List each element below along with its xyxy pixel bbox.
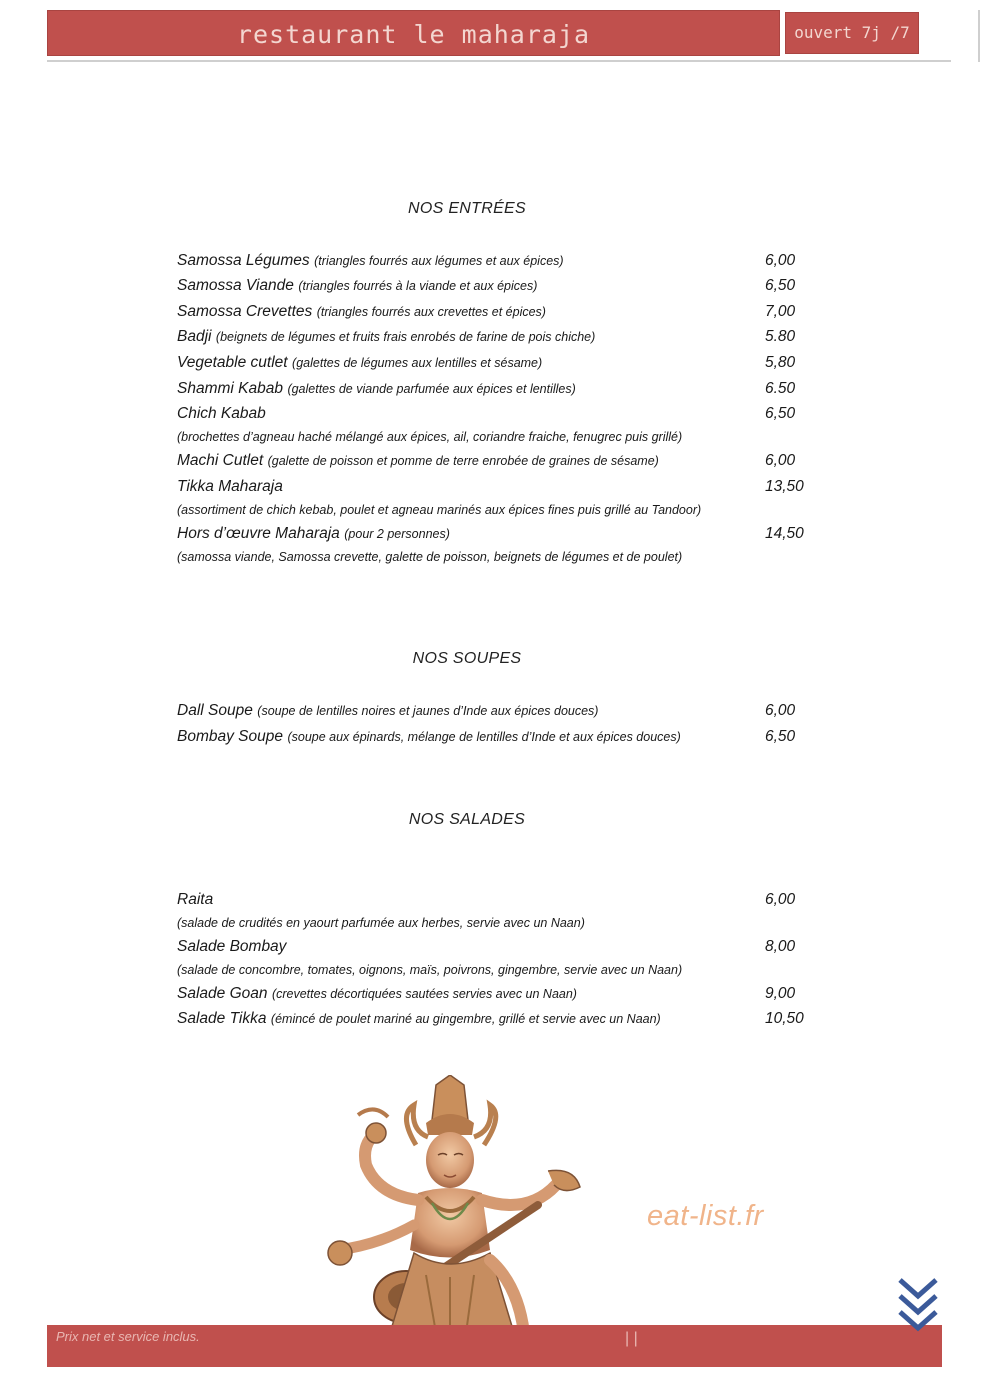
menu-item — [177, 478, 817, 502]
dish-name: Dall Soupe — [177, 702, 253, 719]
dish-price: 6.50 — [765, 380, 796, 397]
dish-price: 6,50 — [765, 728, 796, 745]
dish-description: (soupe de lentilles noires et jaunes d’Inde aux épices douces) — [257, 704, 599, 718]
dish-price: 6,00 — [765, 702, 796, 719]
dish-price: 6,00 — [765, 452, 796, 469]
dish-description: (triangles fourrés aux crevettes et épices) — [316, 305, 546, 319]
dish-name: Machi Cutlet — [177, 452, 264, 469]
restaurant-title: restaurant le maharaja — [236, 20, 591, 49]
menu-item — [177, 938, 817, 962]
dish-subline: (brochettes d’agneau haché mélangé aux épices, ail, coriandre fraiche, fenugrec puis grillé) — [177, 430, 683, 444]
menu-item — [177, 985, 817, 1009]
dish-price: 9,00 — [765, 985, 796, 1002]
dish-subline: (samossa viande, Samossa crevette, galette de poisson, beignets de légumes et de poulet) — [177, 550, 683, 564]
dish-description: (soupe aux épinards, mélange de lentilles d’Inde et aux épices douces) — [287, 730, 681, 744]
dish-price: 10,50 — [765, 1010, 804, 1027]
dish-price: 6,50 — [765, 405, 796, 422]
dish-price: 5,80 — [765, 354, 796, 371]
menu-item — [177, 1010, 817, 1034]
dish-name: Vegetable cutlet — [177, 354, 288, 371]
menu-item — [177, 380, 817, 404]
dish-name: Raita — [177, 891, 214, 908]
dish-name: Bombay Soupe — [177, 728, 283, 745]
header-tick — [978, 10, 980, 62]
dish-description: (triangles fourrés à la viande et aux épices) — [298, 279, 538, 293]
menu-item — [177, 891, 817, 915]
dish-price: 13,50 — [765, 478, 804, 495]
dish-price: 6,50 — [765, 277, 796, 294]
menu-item — [177, 354, 817, 378]
dish-subline: (salade de crudités en yaourt parfumée aux herbes, servie avec un Naan) — [177, 916, 585, 930]
dish-price: 8,00 — [765, 938, 796, 955]
dish-description: (triangles fourrés aux légumes et aux épices) — [314, 254, 564, 268]
menu-item — [177, 252, 817, 276]
double-chevron-down-icon[interactable] — [897, 1276, 939, 1334]
dish-subline: (salade de concombre, tomates, oignons, maïs, poivrons, gingembre, servie avec un Naan) — [177, 963, 683, 977]
menu-item — [177, 405, 817, 429]
dish-name: Samossa Crevettes — [177, 303, 313, 320]
dish-name: Shammi Kabab — [177, 380, 283, 397]
dish-name: Tikka Maharaja — [177, 478, 283, 495]
opening-hours: ouvert 7j /7 — [794, 23, 910, 42]
dish-name: Salade Goan — [177, 985, 268, 1002]
dish-description: (galettes de légumes aux lentilles et sésame) — [292, 356, 543, 370]
menu-item — [177, 702, 817, 726]
dish-name: Samossa Légumes — [177, 252, 310, 269]
header-bar — [47, 10, 780, 56]
menu-item — [177, 728, 817, 752]
header-divider — [47, 60, 951, 62]
dish-description: (galettes de viande parfumée aux épices et lentilles) — [287, 382, 576, 396]
opening-hours-box — [785, 12, 919, 54]
dish-description: (crevettes décortiquées sautées servies avec un Naan) — [271, 987, 577, 1001]
dish-name: Salade Tikka — [177, 1010, 267, 1027]
dish-name: Hors d’œuvre Maharaja — [177, 525, 340, 542]
menu-item — [177, 452, 817, 476]
dish-subline: (assortiment de chich kebab, poulet et agneau marinés aux épices fines puis grillé au Tandoor) — [177, 503, 702, 517]
menu-item — [177, 277, 817, 301]
section-title-soupes: NOS SOUPES — [412, 650, 522, 667]
dish-description: (pour 2 personnes) — [344, 527, 450, 541]
menu-item — [177, 525, 817, 549]
dish-price: 6,00 — [765, 891, 796, 908]
section-title-entrees: NOS ENTRÉES — [408, 200, 526, 217]
dish-price: 5.80 — [765, 328, 796, 345]
dish-description: (beignets de légumes et fruits frais enrobés de farine de pois chiche) — [215, 330, 596, 344]
menu-item — [177, 328, 817, 352]
dish-description: (galette de poisson et pomme de terre enrobée de graines de sésame) — [267, 454, 659, 468]
saraswati-statue-image — [318, 1075, 598, 1335]
dish-price: 6,00 — [765, 252, 796, 269]
footer-note: Prix net et service inclus. — [56, 1329, 200, 1344]
dish-name: Badji — [177, 328, 212, 345]
dish-name: Chich Kabab — [177, 405, 266, 422]
section-title-salades: NOS SALADES — [408, 811, 526, 828]
dish-price: 7,00 — [765, 303, 796, 320]
dish-price: 14,50 — [765, 525, 804, 542]
page-number: | | — [625, 1330, 638, 1347]
dish-name: Salade Bombay — [177, 938, 287, 955]
watermark: eat-list.fr — [647, 1200, 764, 1232]
menu-item — [177, 303, 817, 327]
dish-description: (émincé de poulet mariné au gingembre, grillé et servie avec un Naan) — [270, 1012, 661, 1026]
dish-name: Samossa Viande — [177, 277, 294, 294]
